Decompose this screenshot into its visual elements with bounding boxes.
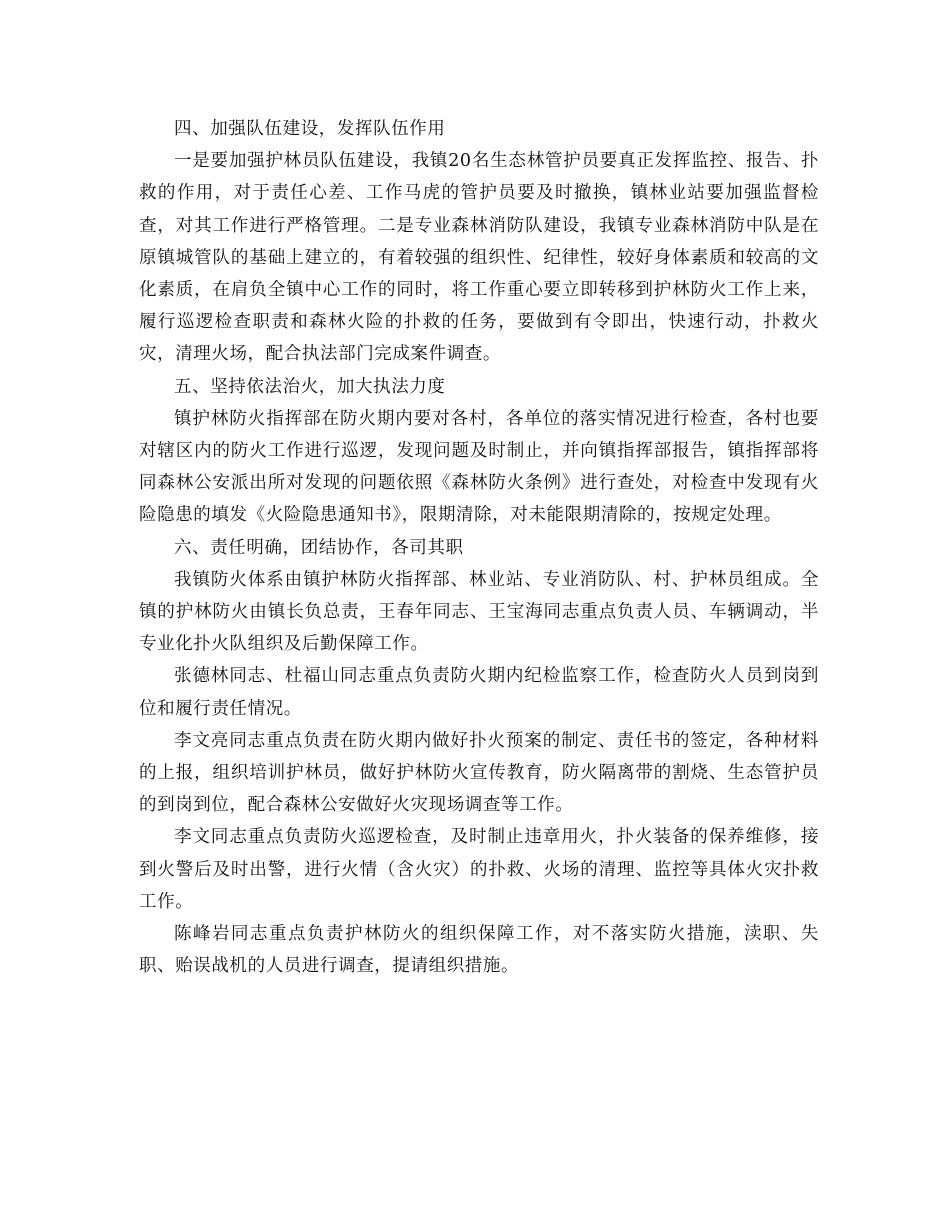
- section-heading-4: 四、加强队伍建设，发挥队伍作用: [174, 119, 446, 139]
- paragraph: 张德林同志、杜福山同志重点负责防火期内纪检监察工作，检查防火人员到岗到位和履行责任情况。: [139, 666, 819, 719]
- paragraph: 我镇防火体系由镇护林防火指挥部、林业站、专业消防队、村、护林员组成。全镇的护林防火由镇长负总责，王春年同志、王宝海同志重点负责人员、车辆调动，半专业化扑火队组织及后勤保障工作。: [139, 569, 819, 655]
- paragraph: 镇护林防火指挥部在防火期内要对各村，各单位的落实情况进行检查，各村也要对辖区内的防火工作进行巡逻，发现问题及时制止，并向镇指挥部报告，镇指挥部将同森林公安派出所对发现的问题依照《森林防火条例》进行查处，对检查中发现有火险隐患的填发《火险隐患通知书》，限期清除，对未能限期清除的，按规定处理。: [139, 408, 819, 526]
- paragraph: 陈峰岩同志重点负责护林防火的组织保障工作，对不落实防火措施，渎职、失职、贻误战机的人员进行调查，提请组织措施。: [139, 924, 819, 977]
- document-body: [139, 113, 819, 982]
- section-heading-5: 五、坚持依法治火，加大执法力度: [174, 376, 446, 397]
- paragraph: 李文亮同志重点负责在防火期内做好扑火预案的制定、责任书的签定，各种材料的上报，组织培训护林员，做好护林防火宣传教育，防火隔离带的割烧、生态管护员的到岗到位，配合森林公安做好火灾现场调查等工作。: [139, 730, 819, 816]
- paragraph: 李文同志重点负责防火巡逻检查，及时制止违章用火，扑火装备的保养维修，接到火警后及时出警，进行火情（含火灾）的扑救、火场的清理、监控等具体火灾扑救工作。: [139, 827, 819, 912]
- paragraph: 一是要加强护林员队伍建设，我镇20名生态林管护员要真正发挥监控、报告、扑救的作用，对于责任心差、工作马虎的管护员要及时撤换，镇林业站要加强监督检查，对其工作进行严格管理。二是专业森林消防队建设，我镇专业森林消防中队是在原镇城管队的基础上建立的，有着较强的组织性、纪律性，较好身体素质和较高的文化素质，在肩负全镇中心工作的同时，将工作重心要立即转移到护林防火工作上来，履行巡逻检查职责和森林火险的扑救的任务，要做到有令即出，快速行动，扑救火灾，清理火场，配合执法部门完成案件调查。: [139, 151, 819, 365]
- section-heading-6: 六、责任明确，团结协作，各司其职: [174, 537, 464, 558]
